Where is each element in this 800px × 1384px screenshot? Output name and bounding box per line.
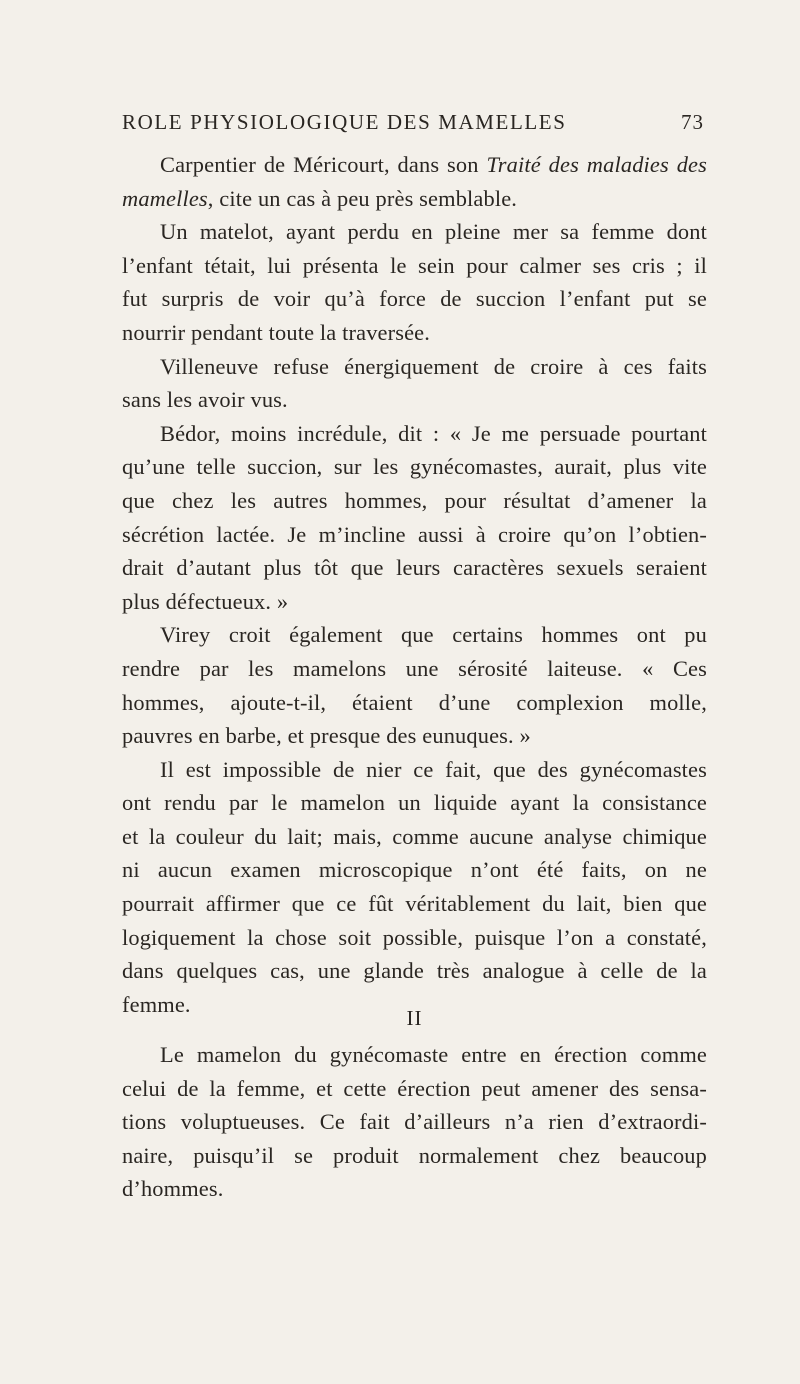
text-line: femme. bbox=[122, 991, 191, 1017]
main-text bbox=[122, 148, 707, 1021]
text-line: rendre par les mamelons une sérosité laiteuse. « Ces bbox=[122, 655, 707, 681]
text-line: Le mamelon du gynécomaste entre en érection comme bbox=[160, 1042, 707, 1067]
text-line: fut surpris de voir qu’à force de succion l’enfant put se bbox=[122, 286, 707, 312]
text-line: plus défectueux. » bbox=[122, 588, 289, 614]
running-title: ROLE PHYSIOLOGIQUE DES MAMELLES bbox=[122, 110, 567, 134]
text-line: dans quelques cas, une glande très analogue à celle de la bbox=[122, 958, 707, 984]
text-line: tions voluptueuses. Ce fait d’ailleurs n’a rien d’extraordi- bbox=[122, 1109, 707, 1135]
text-line: Bédor, moins incrédule, dit : « Je me persuade pourtant bbox=[160, 420, 707, 446]
text-line: pourrait affirmer que ce fût véritablement du lait, bien que bbox=[122, 891, 707, 917]
text-line: hommes, ajoute-t-il, étaient d’une complexion molle, bbox=[122, 689, 707, 715]
text-line: sécrétion lactée. Je m’incline aussi à croire qu’on l’obtien- bbox=[122, 521, 707, 547]
text-line: Virey croit également que certains hommes ont pu bbox=[160, 622, 707, 648]
text-line: pauvres en barbe, et presque des eunuques. » bbox=[122, 723, 531, 749]
page-number: 73 bbox=[681, 110, 704, 134]
text-line: celui de la femme, et cette érection peut amener des sensa- bbox=[122, 1075, 707, 1101]
text-line: que chez les autres hommes, pour résultat d’amener la bbox=[122, 487, 707, 513]
text-line: l’enfant tétait, lui présenta le sein pour calmer ses cris ; il bbox=[122, 252, 707, 278]
text-line: ont rendu par le mamelon un liquide ayant la consistance bbox=[122, 790, 707, 816]
text-line: d’hommes. bbox=[122, 1176, 224, 1202]
text-line: nourrir pendant toute la traversée. bbox=[122, 319, 431, 345]
text-line: drait d’autant plus tôt que leurs caractères sexuels seraient bbox=[122, 555, 707, 581]
section-number: II bbox=[406, 1006, 423, 1030]
text-line: qu’une telle succion, sur les gynécomastes, aurait, plus vite bbox=[122, 454, 707, 480]
text-line: sans les avoir vus. bbox=[122, 387, 288, 413]
section-text bbox=[122, 1038, 707, 1206]
running-header bbox=[122, 110, 704, 140]
text-line: mamelles, cite un cas à peu près semblable. bbox=[122, 185, 518, 211]
text-line: Carpentier de Méricourt, dans son Traité des maladies des bbox=[160, 152, 707, 177]
text-line: ni aucun examen microscopique n’ont été faits, on ne bbox=[122, 857, 707, 883]
text-line: et la couleur du lait; mais, comme aucune analyse chimique bbox=[122, 823, 707, 849]
text-line: Un matelot, ayant perdu en pleine mer sa femme dont bbox=[160, 219, 707, 245]
text-line: Villeneuve refuse énergiquement de croire à ces faits bbox=[160, 353, 707, 379]
text-line: logiquement la chose soit possible, puisque l’on a constaté, bbox=[122, 924, 707, 950]
text-line: Il est impossible de nier ce fait, que des gynécomastes bbox=[160, 756, 707, 782]
text-line: naire, puisqu’il se produit normalement chez beaucoup bbox=[122, 1142, 707, 1168]
